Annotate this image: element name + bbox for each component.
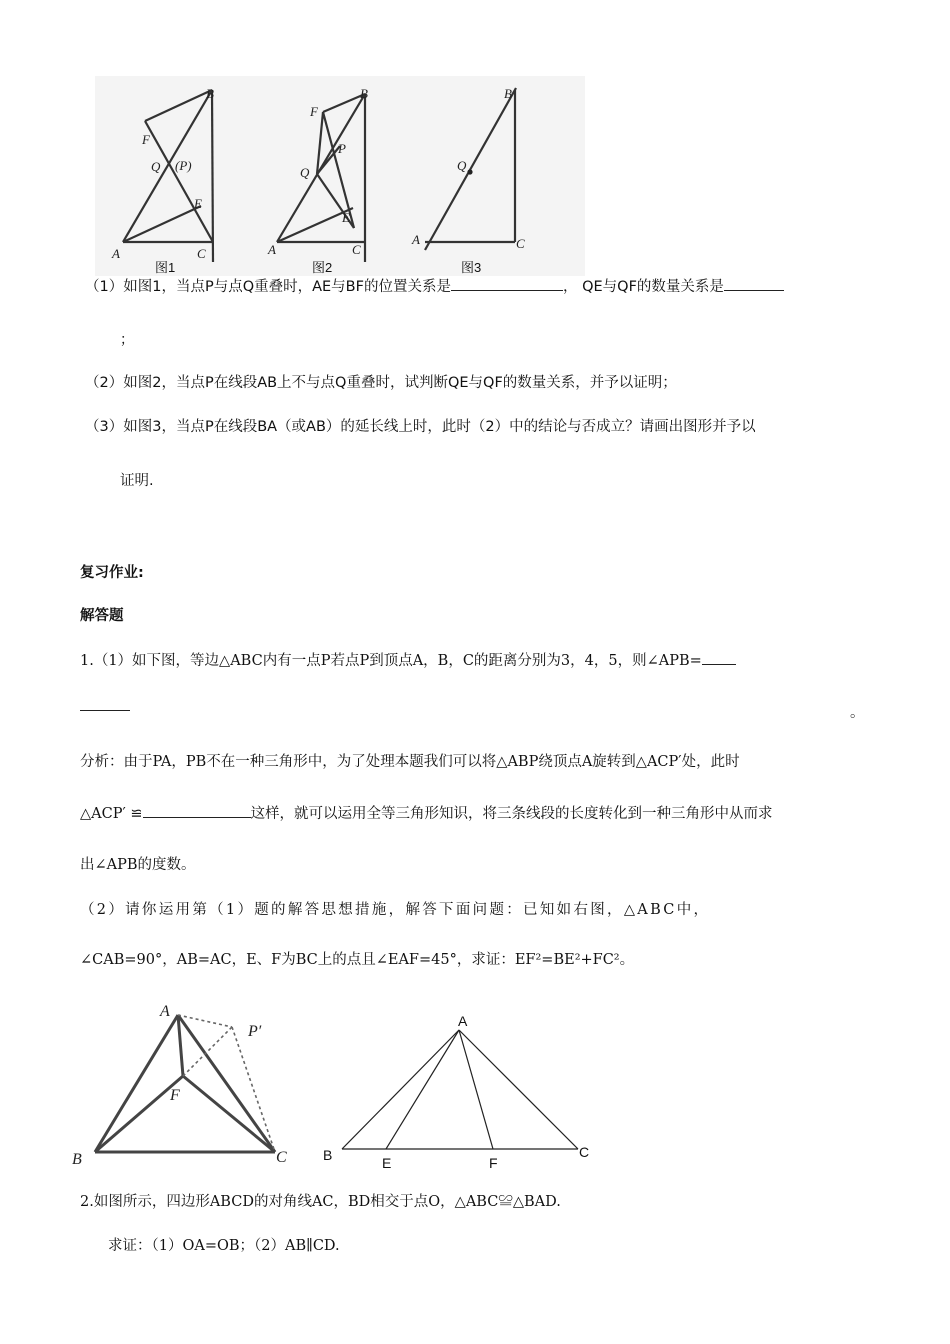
review-p2-line2: ∠CAB=90°，AB=AC，E、F为BC上的点且∠EAF=45°，求证：EF²=BE²+FC²。 (80, 952, 635, 968)
fig3-point-q (467, 169, 472, 174)
fig2-label-b: B (360, 86, 368, 101)
q1-part2: （2）如图2，当点P在线段AB上不与点Q重叠时，试判断QE与QF的数量关系，并予以证明； (85, 375, 677, 391)
problem2-line1: 2.如图所示，四边形ABCD的对角线AC，BD相交于点O，△ABC≌△BAD. (80, 1194, 561, 1210)
fig3-label-b: B (504, 86, 512, 101)
fig1-label-b: B (206, 86, 214, 101)
left-label-f: F (170, 1087, 180, 1104)
q1-part1-line (85, 276, 784, 297)
fig1-label-q: Q (151, 159, 161, 174)
right-label-a: A (458, 1013, 468, 1029)
analysis-line2 (80, 803, 773, 824)
review-p1-period: 。 (850, 705, 865, 721)
fig3-label-a: A (412, 232, 420, 247)
bottom-left-figure (70, 1000, 300, 1175)
fig2-label-c: C (352, 242, 361, 257)
answer-blank (724, 276, 784, 291)
bottom-right-figure (320, 1010, 600, 1175)
triangle-abc-right (342, 1030, 578, 1149)
answer-blank (143, 803, 251, 818)
analysis-line2a: △ACP′ ≌ (80, 806, 143, 822)
answer-blank-continued (80, 710, 130, 711)
review-p1-text: 1.（1）如下图，等边△ABC内有一点P若点P到顶点A，B，C的距离分别为3，4，5，则∠APB= (80, 653, 702, 669)
analysis-line3: 出∠APB的度数。 (80, 857, 196, 873)
fig2-label-f: F (310, 104, 318, 119)
q1-part3-line2: 证明. (120, 473, 154, 489)
q1-part1-end: ； (120, 332, 134, 348)
fig1-label-c: C (197, 246, 206, 261)
right-label-f: F (489, 1155, 498, 1171)
fig2-label-p: P (338, 141, 346, 156)
fig1-label-a: A (112, 246, 120, 261)
fig3-label-c: C (516, 236, 525, 251)
right-label-b: B (323, 1147, 333, 1163)
review-heading: 复习作业: (80, 565, 144, 581)
left-label-p: P′ (248, 1023, 262, 1040)
q1-part1-text: （1）如图1，当点P与点Q重叠时，AE与BF的位置关系是 (85, 279, 451, 295)
left-label-a: A (160, 1003, 170, 1020)
top-figures (95, 76, 585, 276)
fig2-label-e: E (342, 210, 350, 225)
review-p1-line1 (80, 650, 736, 671)
left-label-b: B (72, 1151, 82, 1168)
answer-blank (702, 650, 736, 665)
fig2-label-q: Q (300, 165, 310, 180)
right-label-c: C (579, 1144, 590, 1160)
fig1-label-f: F (142, 132, 150, 147)
fig1-caption: 图1 (155, 260, 176, 275)
review-p2-line1: （2）请你运用第（1）题的解答思想措施，解答下面问题：已知如右图，△ABC中， (80, 902, 711, 918)
q1-part3-line1: （3）如图3，当点P在线段BA（或AB）的延长线上时，此时（2）中的结论与否成立？请画出图形并予以 (85, 419, 756, 435)
fig2-label-a: A (268, 242, 276, 257)
right-label-e: E (382, 1155, 392, 1171)
fig1-label-e: E (194, 196, 202, 211)
review-subheading: 解答题 (80, 608, 124, 624)
analysis-line1: 分析：由于PA，PB不在一种三角形中，为了处理本题我们可以将△ABP绕顶点A旋转到△ACP′处，此时 (80, 754, 740, 770)
answer-blank (451, 276, 563, 291)
fig3-label-q: Q (457, 158, 467, 173)
fig2-caption: 图2 (312, 260, 333, 275)
fig3-caption: 图3 (461, 260, 482, 275)
problem2-line2: 求证：（1）OA=OB；（2）AB∥CD. (108, 1238, 340, 1254)
q1-part1-mid: ， QE与QF的数量关系是 (562, 279, 724, 295)
analysis-line2b: 这样，就可以运用全等三角形知识，将三条线段的长度转化到一种三角形中从而求 (250, 806, 773, 822)
fig1-label-p: (P) (175, 158, 192, 173)
left-label-c: C (276, 1149, 287, 1166)
